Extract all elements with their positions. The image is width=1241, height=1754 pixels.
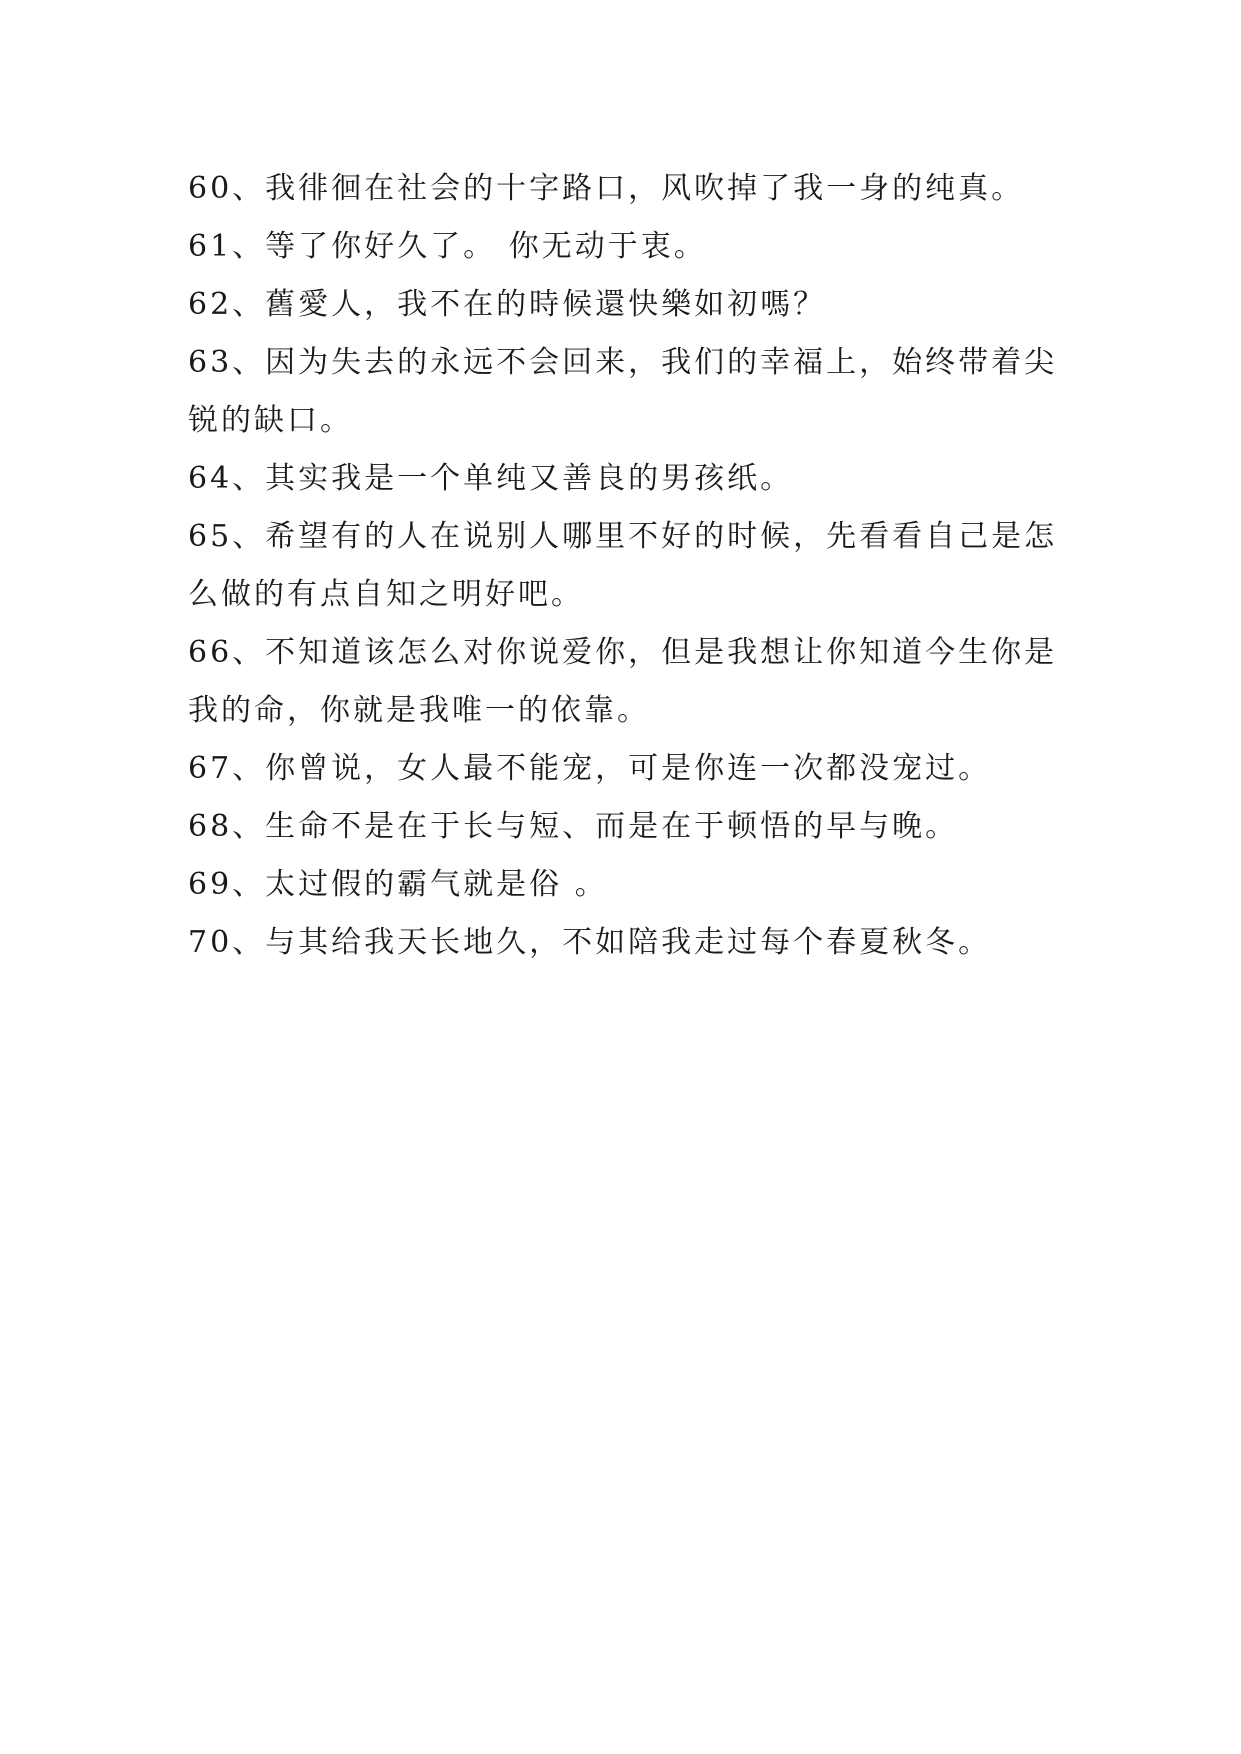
quote-item-61: 61、等了你好久了。 你无动于衷。	[188, 229, 707, 264]
quote-item-69: 69、太过假的霸气就是俗 。	[188, 867, 608, 902]
quote-item-62: 62、舊愛人，我不在的時候還快樂如初嗎？	[188, 287, 827, 322]
quote-item-65: 65、希望有的人在说别人哪里不好的时候，先看看自己是怎么做的有点自知之明好吧。	[188, 519, 1058, 612]
quote-item-67: 67、你曾说，女人最不能宠，可是你连一次都没宠过。	[188, 751, 992, 786]
quote-item-66: 66、不知道该怎么对你说爱你，但是我想让你知道今生你是我的命，你就是我唯一的依靠。	[188, 635, 1058, 728]
quote-list	[188, 160, 1058, 972]
quote-item-64: 64、其实我是一个单纯又善良的男孩纸。	[188, 461, 794, 496]
quote-item-68: 68、生命不是在于长与短、而是在于顿悟的早与晚。	[188, 809, 959, 844]
quote-item-60: 60、我徘徊在社会的十字路口，风吹掉了我一身的纯真。	[188, 171, 1025, 206]
quote-item-70: 70、与其给我天长地久，不如陪我走过每个春夏秋冬。	[188, 925, 992, 960]
quote-item-63: 63、因为失去的永远不会回来，我们的幸福上，始终带着尖锐的缺口。	[188, 345, 1058, 438]
